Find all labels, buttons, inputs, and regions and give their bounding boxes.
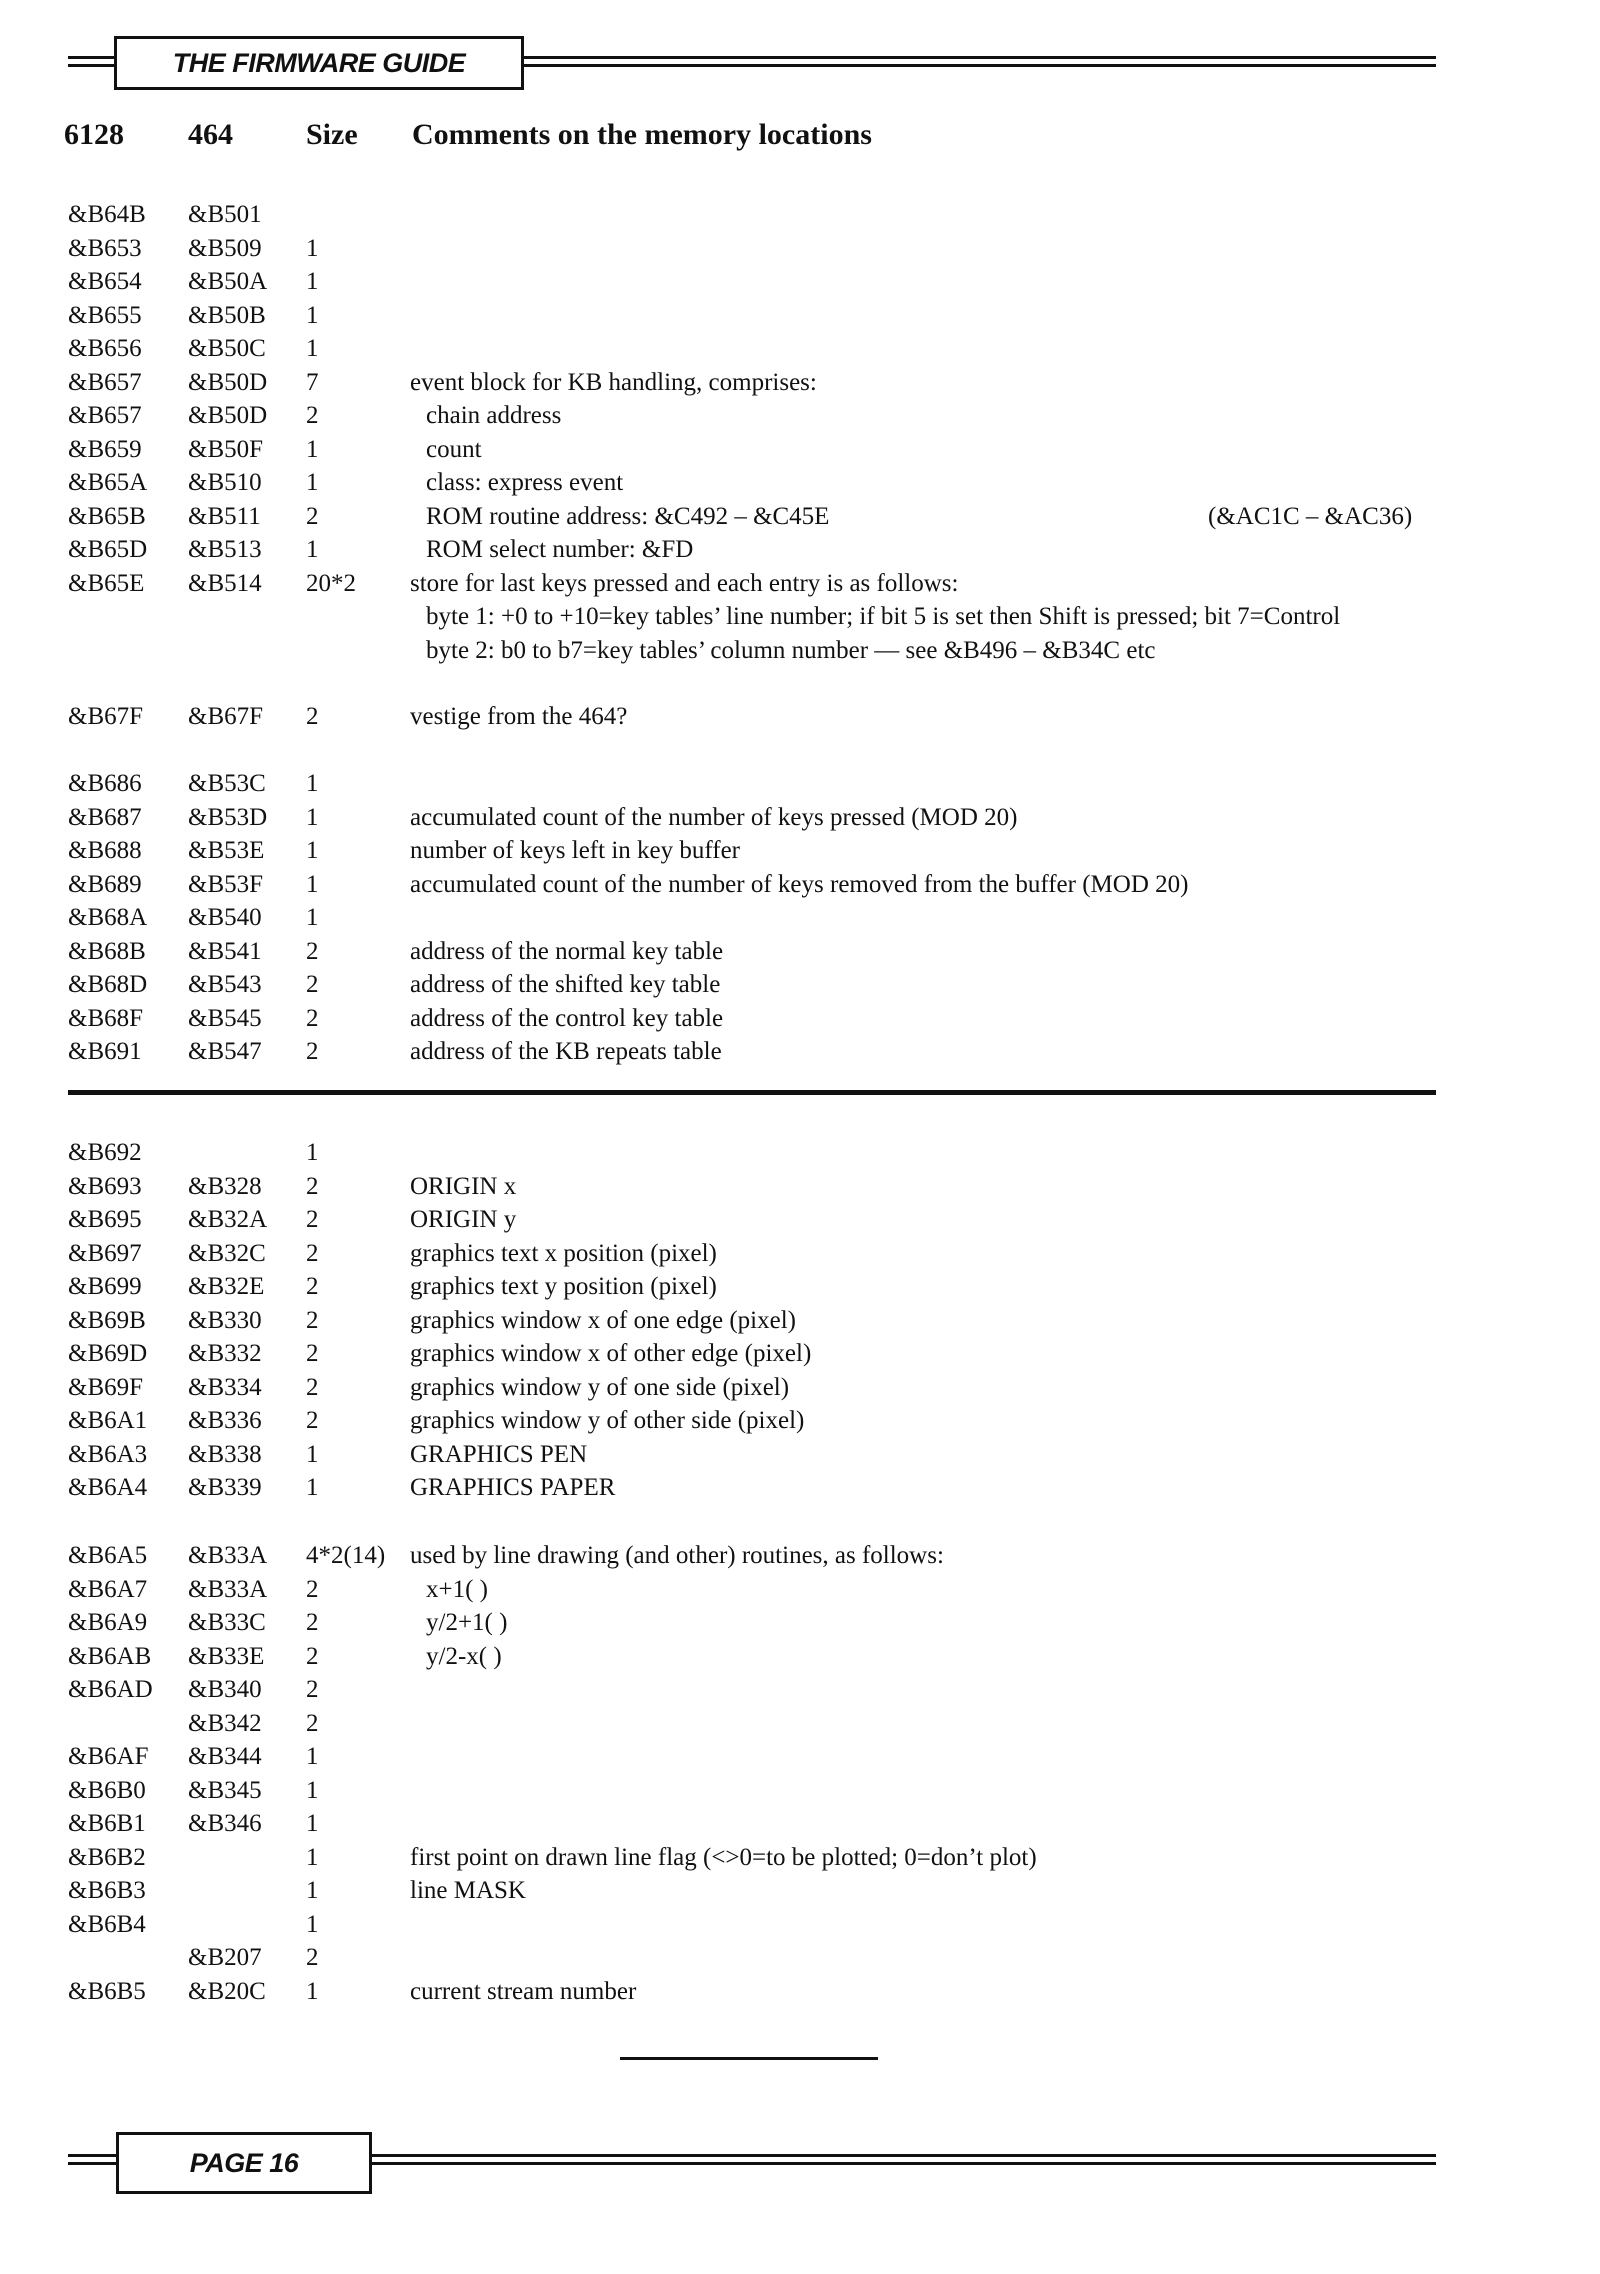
comment: byte 1: +0 to +10=key tables’ line number; if bit 5 is set then Shift is pressed; bit 7=Control bbox=[426, 603, 1341, 630]
comment: ORIGIN x bbox=[410, 1172, 517, 1200]
table-row bbox=[0, 232, 1600, 266]
addr-6128: &B6A4 bbox=[68, 1474, 148, 1501]
size: 1 bbox=[306, 268, 319, 295]
size: 1 bbox=[306, 1977, 319, 2005]
table-row bbox=[0, 433, 1600, 467]
size: 1 bbox=[306, 301, 319, 329]
addr-464: &B509 bbox=[188, 234, 262, 262]
addr-6128: &B68D bbox=[68, 971, 148, 998]
addr-6128: &B655 bbox=[68, 301, 142, 329]
size: 2 bbox=[306, 1642, 319, 1670]
size: 1 bbox=[306, 234, 319, 262]
comment: ROM routine address: &C492 – &C45E bbox=[426, 502, 830, 530]
addr-464: &B342 bbox=[188, 1709, 262, 1737]
table-row bbox=[0, 1707, 1600, 1741]
addr-464: &B53E bbox=[188, 837, 265, 864]
addr-464: &B50C bbox=[188, 335, 266, 362]
comment: graphics window y of other side (pixel) bbox=[410, 1407, 805, 1434]
size: 1 bbox=[306, 904, 319, 931]
addr-464: &B340 bbox=[188, 1676, 262, 1703]
table-row bbox=[0, 1438, 1600, 1472]
table-row bbox=[0, 1774, 1600, 1808]
comment: ORIGIN y bbox=[410, 1206, 517, 1233]
end-rule bbox=[620, 2057, 878, 2060]
addr-6128: &B692 bbox=[68, 1139, 142, 1166]
addr-464: &B207 bbox=[188, 1944, 262, 1971]
table-row bbox=[0, 1035, 1600, 1069]
addr-6128: &B68A bbox=[68, 904, 148, 931]
addr-464: &B53D bbox=[188, 803, 268, 831]
addr-6128: &B65B bbox=[68, 502, 146, 530]
addr-464: &B545 bbox=[188, 1004, 262, 1032]
table-row bbox=[0, 700, 1600, 734]
size: 1 bbox=[306, 1910, 319, 1938]
addr-6128: &B657 bbox=[68, 402, 142, 429]
page-footer bbox=[68, 2132, 1436, 2178]
comment: event block for KB handling, comprises: bbox=[410, 368, 817, 396]
addr-6128: &B6A9 bbox=[68, 1609, 148, 1636]
addr-6128: &B6AF bbox=[68, 1743, 149, 1770]
addr-6128: &B6A1 bbox=[68, 1407, 148, 1434]
addr-464: &B328 bbox=[188, 1172, 262, 1200]
comment: used by line drawing (and other) routines, as follows: bbox=[410, 1542, 944, 1569]
comment: ROM select number: &FD bbox=[426, 536, 694, 563]
table-row bbox=[0, 366, 1600, 400]
size: 2 bbox=[306, 1206, 319, 1233]
table-row bbox=[0, 1371, 1600, 1405]
table-row bbox=[0, 1573, 1600, 1607]
addr-464: &B33C bbox=[188, 1609, 266, 1636]
addr-464: &B513 bbox=[188, 536, 262, 563]
size: 2 bbox=[306, 1609, 319, 1636]
comment: accumulated count of the number of keys pressed (MOD 20) bbox=[410, 803, 1018, 831]
table-row bbox=[0, 1002, 1600, 1036]
addr-464: &B33E bbox=[188, 1642, 265, 1670]
col-464: 464 bbox=[188, 118, 233, 151]
comment: vestige from the 464? bbox=[410, 703, 628, 730]
size: 1 bbox=[306, 1474, 319, 1501]
addr-6128: &B687 bbox=[68, 803, 142, 831]
table-row bbox=[0, 1304, 1600, 1338]
table-row bbox=[0, 1640, 1600, 1674]
addr-6128: &B657 bbox=[68, 368, 142, 396]
addr-6128: &B6AB bbox=[68, 1642, 152, 1670]
page-header bbox=[68, 36, 1436, 76]
table-row bbox=[0, 868, 1600, 902]
addr-464: &B32C bbox=[188, 1239, 266, 1267]
size: 1 bbox=[306, 1440, 319, 1468]
comment: count bbox=[426, 435, 482, 463]
addr-464: &B330 bbox=[188, 1306, 262, 1334]
table-row bbox=[0, 634, 1600, 668]
addr-464: &B50D bbox=[188, 368, 268, 396]
table-row bbox=[0, 265, 1600, 299]
table-row bbox=[0, 1337, 1600, 1371]
table-row bbox=[0, 399, 1600, 433]
addr-464: &B50D bbox=[188, 402, 268, 429]
comment: class: express event bbox=[426, 469, 624, 496]
size: 2 bbox=[306, 971, 319, 998]
addr-464: &B50A bbox=[188, 268, 268, 295]
addr-6128: &B6B0 bbox=[68, 1776, 146, 1804]
comment: number of keys left in key buffer bbox=[410, 837, 740, 864]
addr-464: &B50F bbox=[188, 435, 264, 463]
table-row bbox=[0, 1170, 1600, 1204]
addr-464: &B53C bbox=[188, 770, 266, 797]
size: 1 bbox=[306, 1843, 319, 1871]
size: 2 bbox=[306, 1038, 319, 1065]
addr-6128: &B68B bbox=[68, 937, 146, 965]
table-row bbox=[0, 1136, 1600, 1170]
addr-6128: &B691 bbox=[68, 1038, 142, 1065]
addr-6128: &B6B4 bbox=[68, 1910, 146, 1938]
comment: store for last keys pressed and each entry is as follows: bbox=[410, 569, 959, 597]
addr-6128: &B69F bbox=[68, 1373, 144, 1401]
addr-464: &B338 bbox=[188, 1440, 262, 1468]
addr-464: &B346 bbox=[188, 1810, 262, 1837]
addr-6128: &B69B bbox=[68, 1306, 146, 1334]
table-row bbox=[0, 1841, 1600, 1875]
addr-464: &B514 bbox=[188, 569, 262, 597]
table-row bbox=[0, 767, 1600, 801]
addr-6128: &B6B3 bbox=[68, 1877, 146, 1904]
addr-464: &B510 bbox=[188, 469, 262, 496]
size: 2 bbox=[306, 1306, 319, 1334]
table-row bbox=[0, 1908, 1600, 1942]
col-size: Size bbox=[306, 118, 358, 151]
addr-6128: &B688 bbox=[68, 837, 142, 864]
size: 1 bbox=[306, 1776, 319, 1804]
table-row bbox=[0, 834, 1600, 868]
addr-464: &B541 bbox=[188, 937, 262, 965]
addr-6128: &B6AD bbox=[68, 1676, 153, 1703]
addr-6128: &B64B bbox=[68, 201, 146, 228]
table-row bbox=[0, 1404, 1600, 1438]
addr-6128: &B659 bbox=[68, 435, 142, 463]
addr-6128: &B686 bbox=[68, 770, 142, 797]
addr-464: &B53F bbox=[188, 870, 264, 898]
comment: byte 2: b0 to b7=key tables’ column number — see &B496 – &B34C etc bbox=[426, 636, 1156, 664]
size: 2 bbox=[306, 502, 319, 530]
addr-464: &B67F bbox=[188, 703, 264, 730]
addr-464: &B33A bbox=[188, 1542, 268, 1569]
size: 1 bbox=[306, 1743, 319, 1770]
table-row bbox=[0, 198, 1600, 232]
addr-6128: &B699 bbox=[68, 1273, 142, 1300]
comment: address of the normal key table bbox=[410, 937, 724, 965]
comment: graphics text y position (pixel) bbox=[410, 1273, 717, 1300]
size: 2 bbox=[306, 1709, 319, 1737]
size: 2 bbox=[306, 1575, 319, 1603]
addr-464: &B32A bbox=[188, 1206, 268, 1233]
table-row bbox=[0, 500, 1600, 534]
comment: address of the control key table bbox=[410, 1004, 724, 1032]
addr-464: &B501 bbox=[188, 201, 262, 228]
comment: graphics text x position (pixel) bbox=[410, 1239, 717, 1267]
addr-464: &B344 bbox=[188, 1743, 262, 1770]
size: 1 bbox=[306, 1877, 319, 1904]
addr-6128: &B693 bbox=[68, 1172, 142, 1200]
addr-6128: &B6A5 bbox=[68, 1542, 148, 1569]
size: 2 bbox=[306, 1340, 319, 1367]
table-row bbox=[0, 1270, 1600, 1304]
size: 2 bbox=[306, 1239, 319, 1267]
table-row bbox=[0, 1471, 1600, 1505]
header-title: THE FIRMWARE GUIDE bbox=[114, 36, 524, 90]
table-row bbox=[0, 567, 1600, 601]
comment: y/2-x( ) bbox=[426, 1642, 502, 1670]
size: 1 bbox=[306, 335, 319, 362]
table-row bbox=[0, 332, 1600, 366]
page-number: PAGE 16 bbox=[116, 2132, 372, 2194]
addr-6128: &B653 bbox=[68, 234, 142, 262]
size: 2 bbox=[306, 703, 319, 730]
col-comments: Comments on the memory locations bbox=[412, 118, 872, 151]
table-row bbox=[0, 901, 1600, 935]
comment: line MASK bbox=[410, 1877, 526, 1904]
addr-6128: &B67F bbox=[68, 703, 144, 730]
comment: address of the shifted key table bbox=[410, 971, 721, 998]
table-row bbox=[0, 600, 1600, 634]
comment: address of the KB repeats table bbox=[410, 1038, 722, 1065]
comment: chain address bbox=[426, 402, 562, 429]
addr-6128: &B69D bbox=[68, 1340, 148, 1367]
comment: graphics window x of one edge (pixel) bbox=[410, 1306, 796, 1334]
table-row bbox=[0, 1539, 1600, 1573]
table-row bbox=[0, 1606, 1600, 1640]
size: 1 bbox=[306, 870, 319, 898]
size: 1 bbox=[306, 469, 319, 496]
size: 1 bbox=[306, 536, 319, 563]
addr-6128: &B697 bbox=[68, 1239, 142, 1267]
addr-6128: &B6B5 bbox=[68, 1977, 146, 2005]
table-row bbox=[0, 1807, 1600, 1841]
size: 4*2(14) bbox=[306, 1542, 386, 1569]
addr-464: &B20C bbox=[188, 1977, 266, 2005]
comment: x+1( ) bbox=[426, 1575, 488, 1603]
addr-6128: &B68F bbox=[68, 1004, 144, 1032]
addr-6128: &B6A3 bbox=[68, 1440, 148, 1468]
addr-6128: &B65E bbox=[68, 569, 145, 597]
addr-464: &B50B bbox=[188, 301, 266, 329]
size: 1 bbox=[306, 1810, 319, 1837]
addr-6128: &B6B2 bbox=[68, 1843, 146, 1871]
addr-464: &B543 bbox=[188, 971, 262, 998]
addr-6128: &B6B1 bbox=[68, 1810, 146, 1837]
size: 2 bbox=[306, 1944, 319, 1971]
addr-6128: &B689 bbox=[68, 870, 142, 898]
addr-464: &B540 bbox=[188, 904, 262, 931]
size: 2 bbox=[306, 937, 319, 965]
comment: first point on drawn line flag (<>0=to be plotted; 0=don’t plot) bbox=[410, 1843, 1037, 1871]
size: 1 bbox=[306, 837, 319, 864]
table-row bbox=[0, 1673, 1600, 1707]
comment: accumulated count of the number of keys removed from the buffer (MOD 20) bbox=[410, 870, 1189, 898]
table-row bbox=[0, 1740, 1600, 1774]
size: 2 bbox=[306, 1407, 319, 1434]
addr-464: &B339 bbox=[188, 1474, 262, 1501]
addr-464: &B345 bbox=[188, 1776, 262, 1804]
comment: GRAPHICS PEN bbox=[410, 1440, 588, 1468]
table-row bbox=[0, 299, 1600, 333]
comment-alt: (&AC1C – &AC36) bbox=[1208, 502, 1413, 530]
col-6128: 6128 bbox=[64, 118, 124, 151]
addr-6128: &B656 bbox=[68, 335, 142, 362]
comment: GRAPHICS PAPER bbox=[410, 1474, 616, 1501]
size: 2 bbox=[306, 1004, 319, 1032]
table-row bbox=[0, 1874, 1600, 1908]
size: 2 bbox=[306, 1373, 319, 1401]
table-row bbox=[0, 466, 1600, 500]
table-row bbox=[0, 1941, 1600, 1975]
addr-6128: &B695 bbox=[68, 1206, 142, 1233]
size: 20*2 bbox=[306, 569, 356, 597]
table-row bbox=[0, 1975, 1600, 2009]
column-headings bbox=[0, 118, 1600, 158]
addr-6128: &B65A bbox=[68, 469, 148, 496]
size: 2 bbox=[306, 1273, 319, 1300]
comment: graphics window y of one side (pixel) bbox=[410, 1373, 790, 1401]
size: 2 bbox=[306, 402, 319, 429]
size: 7 bbox=[306, 368, 319, 396]
addr-464: &B336 bbox=[188, 1407, 262, 1434]
size: 1 bbox=[306, 435, 319, 463]
addr-464: &B511 bbox=[188, 502, 261, 530]
table-row bbox=[0, 935, 1600, 969]
addr-6128: &B6A7 bbox=[68, 1575, 148, 1603]
table-row bbox=[0, 1237, 1600, 1271]
addr-464: &B33A bbox=[188, 1575, 268, 1603]
addr-464: &B32E bbox=[188, 1273, 265, 1300]
section-divider bbox=[68, 1090, 1436, 1095]
addr-464: &B332 bbox=[188, 1340, 262, 1367]
comment: graphics window x of other edge (pixel) bbox=[410, 1340, 812, 1367]
addr-464: &B334 bbox=[188, 1373, 262, 1401]
size: 2 bbox=[306, 1172, 319, 1200]
table-row bbox=[0, 1203, 1600, 1237]
size: 1 bbox=[306, 1139, 319, 1166]
comment: y/2+1( ) bbox=[426, 1609, 508, 1636]
table-row bbox=[0, 801, 1600, 835]
addr-6128: &B654 bbox=[68, 268, 142, 295]
size: 1 bbox=[306, 803, 319, 831]
table-row bbox=[0, 968, 1600, 1002]
size: 2 bbox=[306, 1676, 319, 1703]
addr-464: &B547 bbox=[188, 1038, 262, 1065]
table-row bbox=[0, 533, 1600, 567]
comment: current stream number bbox=[410, 1977, 637, 2005]
size: 1 bbox=[306, 770, 319, 797]
addr-6128: &B65D bbox=[68, 536, 148, 563]
